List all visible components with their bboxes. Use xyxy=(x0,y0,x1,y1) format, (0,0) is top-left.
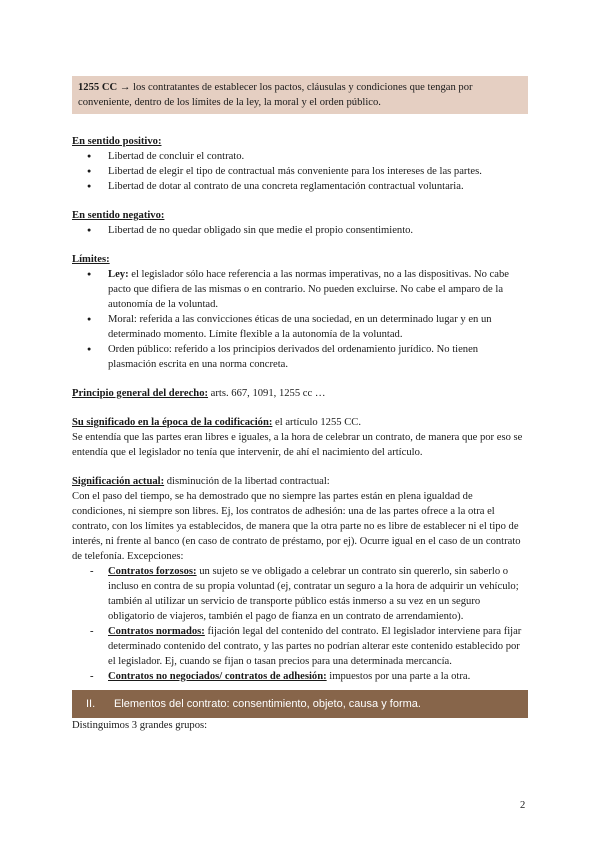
principle-text: arts. 667, 1091, 1255 cc … xyxy=(208,388,326,399)
section-number: II. xyxy=(86,698,96,710)
positive-list xyxy=(72,149,528,194)
current-label: Significación actual: xyxy=(72,476,165,487)
principle-line xyxy=(72,386,528,401)
positive-section xyxy=(72,134,528,194)
limit-lead: Ley: xyxy=(108,269,129,280)
intro-ref: 1255 CC xyxy=(78,82,118,93)
list-item: ● Libertad de no quedar obligado sin que medie el propio consentimiento. xyxy=(72,223,528,238)
current-body: Con el paso del tiempo, se ha demostrado que no siempre las partes están en plena igualdad de condiciones, ni siempre son libres. Ej, los contratos de adhesión: una de las partes ofrece a la otra el contrato, con los límites ya establecidos, de manera que la otra parte no es libre de establecer ni el tipo de interés, ni frente al banco (en caso de contrato de préstamo, por ej). Ocurre igual en el caso de un contrato de telefonía. Excepciones: xyxy=(72,491,521,562)
exception-lead: Contratos no negociados/ contratos de adhesión: xyxy=(108,671,327,682)
negative-list xyxy=(72,223,528,238)
list-item xyxy=(72,312,528,342)
exception-text: impuestos por una parte a la otra. xyxy=(326,671,471,682)
codification-section xyxy=(72,415,528,460)
current-line xyxy=(72,474,528,489)
list-item xyxy=(72,342,528,372)
section-heading-bar xyxy=(72,690,528,718)
limits-list xyxy=(72,267,528,372)
current-section xyxy=(72,474,528,684)
limit-text: el legislador sólo hace referencia a las normas imperativas, no a las dispositivas. No cabe pacto que difiera de las mismas o en contrario. No pueden excluirse. No cabe el amparo de la autonomía de la voluntad. xyxy=(108,269,509,310)
list-item xyxy=(72,267,528,312)
negative-section xyxy=(72,208,528,238)
codification-text: el artículo 1255 CC. xyxy=(272,417,361,428)
principle-section xyxy=(72,386,528,401)
list-item: ● Libertad de dotar al contrato de una concreta reglamentación contractual voluntaria. xyxy=(72,179,528,194)
intro-highlight-box xyxy=(72,76,528,114)
intro-text: los contratantes de establecer los pactos, cláusulas y condiciones que tengan por conveniente, dentro de los límites de la ley, la moral y el orden público. xyxy=(78,82,473,108)
exception-text: un sujeto se ve obligado a celebrar un contrato sin quererlo, sin saberlo o incluso en contra de su propia voluntad (ej, contratar un seguro a la hora de adquirir un vehículo; también al utilizar un servicio de transporte público estás inmerso a su vez en un seguro obligatorio de viajeros, también el pago de fianza en un contrato de arrendamiento). xyxy=(108,566,519,622)
closing-text: Distinguimos 3 grandes grupos: xyxy=(72,720,208,731)
positive-title: En sentido positivo: xyxy=(72,136,162,147)
arrow-glyph: → xyxy=(119,82,131,93)
exceptions-list xyxy=(72,564,528,684)
section-title: Elementos del contrato: consentimiento, objeto, causa y forma. xyxy=(114,698,421,710)
negative-title: En sentido negativo: xyxy=(72,210,165,221)
limits-title: Límites: xyxy=(72,254,110,265)
exception-lead: Contratos forzosos: xyxy=(108,566,197,577)
exception-lead: Contratos normados: xyxy=(108,626,205,637)
current-text: disminución de la libertad contractual: xyxy=(164,476,330,487)
codification-body: Se entendía que las partes eran libres e iguales, a la hora de celebrar un contrato, de manera que por eso se entendía que el legislador no tenía que intervenir, de ahí el nacimiento del artículo. xyxy=(72,432,523,458)
list-item xyxy=(72,624,528,669)
principle-label: Principio general del derecho: xyxy=(72,388,209,399)
list-item xyxy=(72,669,528,684)
exception-text: fijación legal del contenido del contrato. El legislador interviene para fijar determinado contenido del contrato, y las partes no podrían alterar este contenido establecido por el legislador. Ej, cuando se fijan o tasan precios para una determinada mercancía. xyxy=(108,626,522,667)
page-number: 2 xyxy=(520,800,526,811)
limit-text: Orden público: referido a los principios derivados del ordenamiento jurídico. No tienen plasmación escrita en una norma concreta. xyxy=(108,344,479,370)
document-page xyxy=(72,76,528,733)
list-item: ● Libertad de concluir el contrato. xyxy=(72,149,528,164)
limit-text: Moral: referida a las convicciones éticas de una sociedad, en un determinado lugar y en un determinado momento. Límite flexible a la autonomía de la voluntad. xyxy=(108,314,492,340)
codification-label: Su significado en la época de la codificación: xyxy=(72,417,273,428)
limits-section xyxy=(72,252,528,372)
list-item: ● Libertad de elegir el tipo de contractual más conveniente para los intereses de las partes. xyxy=(72,164,528,179)
list-item xyxy=(72,564,528,624)
codification-line xyxy=(72,415,528,430)
